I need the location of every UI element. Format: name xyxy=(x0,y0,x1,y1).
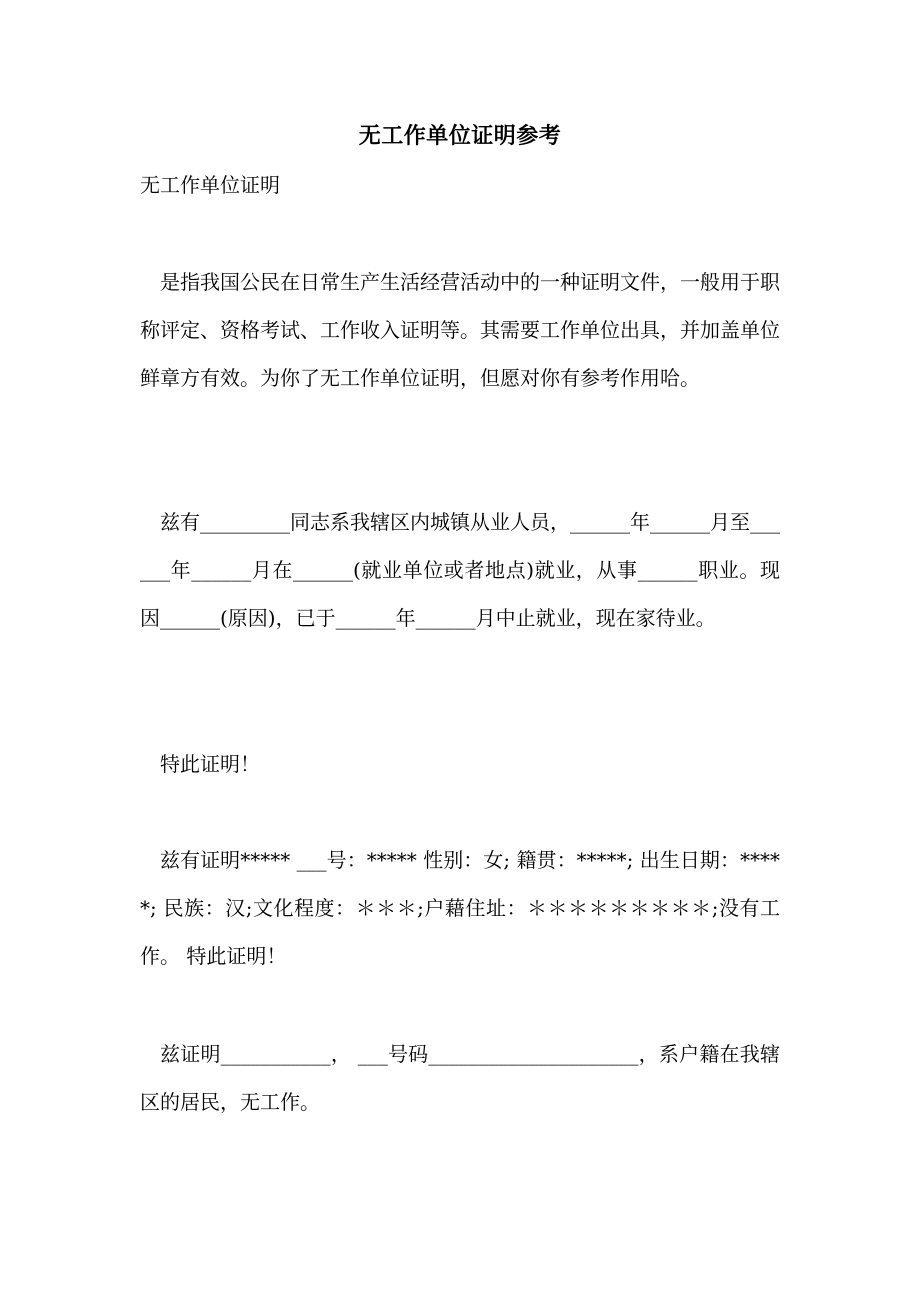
document-subtitle: 无工作单位证明 xyxy=(140,173,280,197)
closing-statement: 特此证明！ xyxy=(160,752,260,776)
resident-certificate-paragraph: 兹证明___________， ___号码_____________________，系户籍在我辖区的居民，无工作。 xyxy=(140,1042,780,1114)
certificate-template-paragraph: 兹有_________同志系我辖区内城镇从业人员，______年______月至______年______月在______(就业单位或者地点)就业，从事______职业。现因______(原因)，已于______年______月中止就业，现在家待业。 xyxy=(140,510,780,630)
page-title: 无工作单位证明参考 xyxy=(358,123,562,149)
intro-paragraph: 是指我国公民在日常生产生活经营活动中的一种证明文件，一般用于职称评定、资格考试、工作收入证明等。其需要工作单位出具，并加盖单位鲜章方有效。为你了无工作单位证明，但愿对你有参考作用哈。 xyxy=(140,270,780,390)
certificate-example-paragraph: 兹有证明***** ___号：***** 性别：女; 籍贯：*****; 出生日期：*****; 民族：汉;文化程度：＊＊＊;户藉住址：＊＊＊＊＊＊＊＊＊;没有工作。 特此证明！ xyxy=(140,848,780,968)
